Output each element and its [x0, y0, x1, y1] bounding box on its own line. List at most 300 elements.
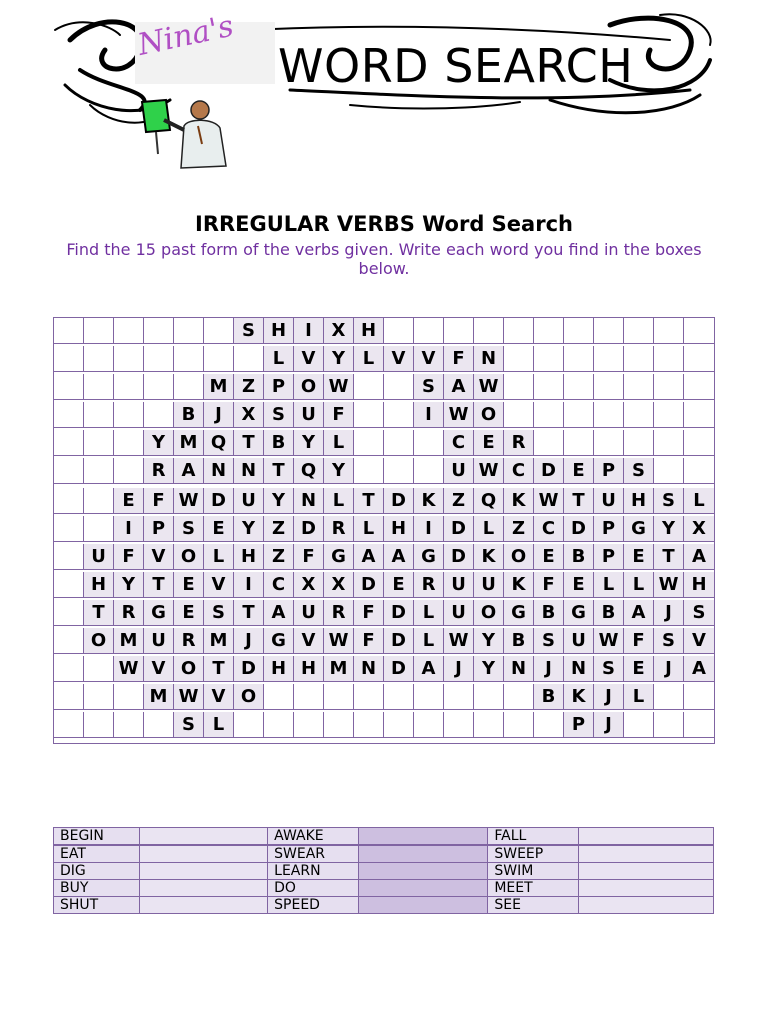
grid-cell[interactable]: S: [654, 488, 684, 514]
grid-cell[interactable]: [144, 712, 174, 738]
grid-cell[interactable]: I: [114, 516, 144, 542]
grid-cell[interactable]: T: [354, 488, 384, 514]
grid-cell[interactable]: [174, 374, 204, 400]
grid-cell[interactable]: J: [444, 656, 474, 682]
grid-cell[interactable]: P: [594, 544, 624, 570]
grid-cell[interactable]: [84, 684, 114, 710]
grid-cell[interactable]: X: [324, 572, 354, 598]
grid-cell[interactable]: [294, 684, 324, 710]
grid-cell[interactable]: W: [174, 488, 204, 514]
grid-cell[interactable]: S: [204, 600, 234, 626]
grid-cell[interactable]: L: [624, 572, 654, 598]
answer-box[interactable]: [578, 880, 713, 897]
grid-cell[interactable]: [414, 318, 444, 344]
grid-cell[interactable]: [534, 402, 564, 428]
grid-cell[interactable]: [654, 458, 684, 484]
grid-cell[interactable]: V: [684, 628, 714, 654]
grid-cell[interactable]: [384, 684, 414, 710]
grid-cell[interactable]: H: [624, 488, 654, 514]
grid-cell[interactable]: [114, 346, 144, 372]
grid-cell[interactable]: [384, 402, 414, 428]
grid-cell[interactable]: B: [534, 600, 564, 626]
grid-cell[interactable]: R: [324, 516, 354, 542]
grid-cell[interactable]: A: [684, 544, 714, 570]
grid-cell[interactable]: F: [324, 402, 354, 428]
grid-cell[interactable]: A: [414, 656, 444, 682]
grid-cell[interactable]: [354, 402, 384, 428]
grid-cell[interactable]: [624, 318, 654, 344]
grid-cell[interactable]: [654, 402, 684, 428]
grid-cell[interactable]: [564, 346, 594, 372]
grid-cell[interactable]: L: [474, 516, 504, 542]
grid-cell[interactable]: [114, 318, 144, 344]
grid-cell[interactable]: U: [294, 600, 324, 626]
grid-cell[interactable]: [654, 318, 684, 344]
grid-cell[interactable]: T: [654, 544, 684, 570]
grid-cell[interactable]: [54, 516, 84, 542]
grid-cell[interactable]: [354, 458, 384, 484]
grid-cell[interactable]: N: [564, 656, 594, 682]
grid-cell[interactable]: [594, 346, 624, 372]
grid-cell[interactable]: [504, 684, 534, 710]
grid-cell[interactable]: H: [84, 572, 114, 598]
grid-cell[interactable]: [564, 402, 594, 428]
grid-cell[interactable]: W: [594, 628, 624, 654]
grid-cell[interactable]: [624, 712, 654, 738]
grid-cell[interactable]: E: [114, 488, 144, 514]
grid-cell[interactable]: P: [594, 516, 624, 542]
grid-cell[interactable]: [564, 374, 594, 400]
grid-cell[interactable]: [84, 712, 114, 738]
word-search-grid[interactable]: [53, 317, 715, 744]
grid-cell[interactable]: R: [504, 430, 534, 456]
grid-cell[interactable]: W: [444, 402, 474, 428]
grid-cell[interactable]: M: [324, 656, 354, 682]
answer-box[interactable]: [358, 828, 488, 846]
answer-box[interactable]: [358, 880, 488, 897]
grid-cell[interactable]: D: [294, 516, 324, 542]
grid-cell[interactable]: [684, 374, 714, 400]
grid-cell[interactable]: [84, 430, 114, 456]
grid-cell[interactable]: M: [114, 628, 144, 654]
grid-cell[interactable]: P: [564, 712, 594, 738]
grid-cell[interactable]: H: [264, 656, 294, 682]
grid-cell[interactable]: P: [144, 516, 174, 542]
grid-cell[interactable]: J: [654, 656, 684, 682]
grid-cell[interactable]: U: [594, 488, 624, 514]
grid-cell[interactable]: [234, 346, 264, 372]
grid-cell[interactable]: V: [204, 684, 234, 710]
grid-cell[interactable]: [354, 684, 384, 710]
grid-cell[interactable]: B: [264, 430, 294, 456]
grid-cell[interactable]: X: [324, 318, 354, 344]
grid-cell[interactable]: W: [114, 656, 144, 682]
grid-cell[interactable]: V: [294, 628, 324, 654]
grid-cell[interactable]: R: [414, 572, 444, 598]
grid-cell[interactable]: [84, 516, 114, 542]
grid-cell[interactable]: D: [354, 572, 384, 598]
grid-cell[interactable]: J: [234, 628, 264, 654]
grid-cell[interactable]: [384, 458, 414, 484]
grid-cell[interactable]: C: [264, 572, 294, 598]
answer-box[interactable]: [140, 863, 268, 880]
grid-cell[interactable]: J: [594, 712, 624, 738]
grid-cell[interactable]: S: [174, 516, 204, 542]
grid-cell[interactable]: Y: [294, 430, 324, 456]
grid-cell[interactable]: J: [534, 656, 564, 682]
grid-cell[interactable]: S: [594, 656, 624, 682]
grid-cell[interactable]: M: [144, 684, 174, 710]
grid-cell[interactable]: H: [354, 318, 384, 344]
grid-cell[interactable]: F: [624, 628, 654, 654]
grid-cell[interactable]: X: [234, 402, 264, 428]
grid-cell[interactable]: L: [354, 516, 384, 542]
grid-cell[interactable]: [384, 430, 414, 456]
grid-cell[interactable]: U: [144, 628, 174, 654]
grid-cell[interactable]: Z: [444, 488, 474, 514]
grid-cell[interactable]: O: [474, 600, 504, 626]
grid-cell[interactable]: S: [684, 600, 714, 626]
grid-cell[interactable]: [144, 318, 174, 344]
grid-cell[interactable]: [684, 346, 714, 372]
grid-cell[interactable]: O: [174, 544, 204, 570]
grid-cell[interactable]: [684, 712, 714, 738]
answer-box[interactable]: [358, 863, 488, 880]
grid-cell[interactable]: N: [294, 488, 324, 514]
grid-cell[interactable]: [54, 374, 84, 400]
grid-cell[interactable]: V: [144, 656, 174, 682]
grid-cell[interactable]: [84, 402, 114, 428]
grid-cell[interactable]: S: [264, 402, 294, 428]
grid-cell[interactable]: A: [444, 374, 474, 400]
grid-cell[interactable]: Z: [504, 516, 534, 542]
grid-cell[interactable]: A: [624, 600, 654, 626]
grid-cell[interactable]: [54, 600, 84, 626]
grid-cell[interactable]: K: [414, 488, 444, 514]
grid-cell[interactable]: D: [384, 656, 414, 682]
grid-cell[interactable]: [504, 374, 534, 400]
grid-cell[interactable]: [684, 430, 714, 456]
grid-cell[interactable]: [54, 346, 84, 372]
grid-cell[interactable]: [84, 458, 114, 484]
answer-box[interactable]: [358, 845, 488, 863]
grid-cell[interactable]: H: [684, 572, 714, 598]
grid-cell[interactable]: H: [384, 516, 414, 542]
grid-cell[interactable]: W: [324, 628, 354, 654]
grid-cell[interactable]: L: [414, 628, 444, 654]
grid-cell[interactable]: L: [624, 684, 654, 710]
grid-cell[interactable]: P: [594, 458, 624, 484]
grid-cell[interactable]: E: [564, 458, 594, 484]
grid-cell[interactable]: C: [504, 458, 534, 484]
grid-cell[interactable]: [624, 374, 654, 400]
grid-cell[interactable]: H: [294, 656, 324, 682]
grid-cell[interactable]: [534, 374, 564, 400]
grid-cell[interactable]: Y: [324, 458, 354, 484]
grid-cell[interactable]: G: [624, 516, 654, 542]
grid-cell[interactable]: U: [84, 544, 114, 570]
grid-cell[interactable]: K: [504, 488, 534, 514]
grid-cell[interactable]: B: [564, 544, 594, 570]
grid-cell[interactable]: [54, 628, 84, 654]
grid-cell[interactable]: [504, 402, 534, 428]
answer-box[interactable]: [140, 845, 268, 863]
grid-cell[interactable]: E: [384, 572, 414, 598]
grid-cell[interactable]: [414, 458, 444, 484]
grid-cell[interactable]: G: [264, 628, 294, 654]
grid-cell[interactable]: S: [654, 628, 684, 654]
grid-cell[interactable]: [624, 430, 654, 456]
grid-cell[interactable]: D: [534, 458, 564, 484]
grid-cell[interactable]: A: [684, 656, 714, 682]
grid-cell[interactable]: [654, 346, 684, 372]
grid-cell[interactable]: [654, 430, 684, 456]
grid-cell[interactable]: X: [294, 572, 324, 598]
grid-cell[interactable]: Y: [474, 656, 504, 682]
grid-cell[interactable]: [84, 318, 114, 344]
grid-cell[interactable]: [354, 374, 384, 400]
grid-cell[interactable]: L: [684, 488, 714, 514]
grid-cell[interactable]: [594, 318, 624, 344]
grid-cell[interactable]: U: [294, 402, 324, 428]
grid-cell[interactable]: [384, 712, 414, 738]
grid-cell[interactable]: U: [564, 628, 594, 654]
grid-cell[interactable]: G: [144, 600, 174, 626]
answer-box[interactable]: [578, 828, 713, 846]
grid-cell[interactable]: Y: [144, 430, 174, 456]
grid-cell[interactable]: [54, 430, 84, 456]
grid-cell[interactable]: D: [384, 600, 414, 626]
grid-cell[interactable]: [684, 684, 714, 710]
grid-cell[interactable]: [444, 712, 474, 738]
grid-cell[interactable]: M: [174, 430, 204, 456]
grid-cell[interactable]: I: [294, 318, 324, 344]
grid-cell[interactable]: S: [624, 458, 654, 484]
grid-cell[interactable]: [84, 488, 114, 514]
grid-cell[interactable]: N: [504, 656, 534, 682]
grid-cell[interactable]: [504, 712, 534, 738]
grid-cell[interactable]: [114, 712, 144, 738]
grid-cell[interactable]: S: [234, 318, 264, 344]
grid-cell[interactable]: [264, 712, 294, 738]
grid-cell[interactable]: I: [414, 402, 444, 428]
grid-cell[interactable]: W: [324, 374, 354, 400]
grid-cell[interactable]: F: [354, 628, 384, 654]
grid-cell[interactable]: [504, 346, 534, 372]
grid-cell[interactable]: L: [324, 430, 354, 456]
grid-cell[interactable]: N: [354, 656, 384, 682]
grid-cell[interactable]: [84, 374, 114, 400]
grid-cell[interactable]: Y: [114, 572, 144, 598]
grid-cell[interactable]: X: [684, 516, 714, 542]
grid-cell[interactable]: E: [624, 544, 654, 570]
grid-cell[interactable]: [144, 402, 174, 428]
grid-cell[interactable]: [54, 458, 84, 484]
grid-cell[interactable]: Y: [324, 346, 354, 372]
grid-cell[interactable]: [354, 430, 384, 456]
grid-cell[interactable]: R: [324, 600, 354, 626]
grid-cell[interactable]: H: [234, 544, 264, 570]
grid-cell[interactable]: D: [444, 544, 474, 570]
grid-cell[interactable]: [384, 318, 414, 344]
grid-cell[interactable]: [174, 318, 204, 344]
grid-cell[interactable]: [624, 346, 654, 372]
grid-cell[interactable]: [654, 684, 684, 710]
grid-cell[interactable]: I: [234, 572, 264, 598]
grid-cell[interactable]: C: [534, 516, 564, 542]
grid-cell[interactable]: E: [564, 572, 594, 598]
grid-cell[interactable]: N: [474, 346, 504, 372]
grid-cell[interactable]: [534, 318, 564, 344]
grid-cell[interactable]: [414, 712, 444, 738]
grid-cell[interactable]: A: [174, 458, 204, 484]
grid-cell[interactable]: [384, 374, 414, 400]
grid-cell[interactable]: E: [174, 572, 204, 598]
grid-cell[interactable]: V: [384, 346, 414, 372]
grid-cell[interactable]: [534, 712, 564, 738]
grid-cell[interactable]: T: [564, 488, 594, 514]
answer-box[interactable]: [578, 845, 713, 863]
grid-cell[interactable]: [204, 346, 234, 372]
grid-cell[interactable]: D: [564, 516, 594, 542]
grid-cell[interactable]: [504, 318, 534, 344]
grid-cell[interactable]: L: [264, 346, 294, 372]
answer-box[interactable]: [578, 897, 713, 914]
grid-cell[interactable]: A: [384, 544, 414, 570]
grid-cell[interactable]: O: [294, 374, 324, 400]
grid-cell[interactable]: [684, 402, 714, 428]
grid-cell[interactable]: W: [444, 628, 474, 654]
grid-cell[interactable]: [444, 318, 474, 344]
grid-cell[interactable]: [264, 684, 294, 710]
grid-cell[interactable]: [54, 318, 84, 344]
grid-cell[interactable]: [324, 684, 354, 710]
grid-cell[interactable]: S: [174, 712, 204, 738]
grid-cell[interactable]: T: [204, 656, 234, 682]
grid-cell[interactable]: U: [474, 572, 504, 598]
grid-cell[interactable]: [54, 684, 84, 710]
grid-cell[interactable]: W: [474, 374, 504, 400]
grid-cell[interactable]: [114, 684, 144, 710]
grid-cell[interactable]: E: [174, 600, 204, 626]
grid-cell[interactable]: L: [324, 488, 354, 514]
grid-cell[interactable]: [414, 430, 444, 456]
grid-cell[interactable]: L: [204, 544, 234, 570]
grid-cell[interactable]: [144, 346, 174, 372]
grid-cell[interactable]: [54, 544, 84, 570]
grid-cell[interactable]: [144, 374, 174, 400]
grid-cell[interactable]: B: [534, 684, 564, 710]
grid-cell[interactable]: F: [144, 488, 174, 514]
grid-cell[interactable]: [534, 346, 564, 372]
grid-cell[interactable]: A: [354, 544, 384, 570]
grid-cell[interactable]: T: [264, 458, 294, 484]
grid-cell[interactable]: E: [534, 544, 564, 570]
grid-cell[interactable]: T: [144, 572, 174, 598]
grid-cell[interactable]: F: [294, 544, 324, 570]
grid-cell[interactable]: W: [174, 684, 204, 710]
grid-cell[interactable]: M: [204, 628, 234, 654]
grid-cell[interactable]: [84, 346, 114, 372]
grid-cell[interactable]: Y: [234, 516, 264, 542]
grid-cell[interactable]: G: [414, 544, 444, 570]
grid-cell[interactable]: T: [84, 600, 114, 626]
grid-cell[interactable]: D: [384, 628, 414, 654]
grid-cell[interactable]: R: [144, 458, 174, 484]
grid-cell[interactable]: Z: [264, 516, 294, 542]
grid-cell[interactable]: I: [414, 516, 444, 542]
grid-cell[interactable]: Y: [264, 488, 294, 514]
grid-cell[interactable]: B: [504, 628, 534, 654]
grid-cell[interactable]: U: [444, 600, 474, 626]
grid-cell[interactable]: J: [654, 600, 684, 626]
grid-cell[interactable]: V: [204, 572, 234, 598]
grid-cell[interactable]: [84, 656, 114, 682]
grid-cell[interactable]: [54, 488, 84, 514]
grid-cell[interactable]: N: [234, 458, 264, 484]
grid-cell[interactable]: [594, 402, 624, 428]
grid-cell[interactable]: F: [114, 544, 144, 570]
grid-cell[interactable]: [624, 402, 654, 428]
grid-cell[interactable]: [654, 712, 684, 738]
grid-cell[interactable]: S: [534, 628, 564, 654]
grid-cell[interactable]: [414, 684, 444, 710]
answer-box[interactable]: [140, 828, 268, 846]
grid-cell[interactable]: [54, 572, 84, 598]
grid-cell[interactable]: D: [234, 656, 264, 682]
grid-cell[interactable]: [234, 712, 264, 738]
grid-cell[interactable]: [354, 712, 384, 738]
answer-box[interactable]: [140, 880, 268, 897]
grid-cell[interactable]: Z: [234, 374, 264, 400]
grid-cell[interactable]: O: [174, 656, 204, 682]
grid-cell[interactable]: D: [204, 488, 234, 514]
grid-cell[interactable]: Q: [474, 488, 504, 514]
grid-cell[interactable]: B: [594, 600, 624, 626]
grid-cell[interactable]: W: [474, 458, 504, 484]
grid-cell[interactable]: [474, 712, 504, 738]
grid-cell[interactable]: W: [654, 572, 684, 598]
grid-cell[interactable]: [474, 318, 504, 344]
grid-cell[interactable]: [174, 346, 204, 372]
grid-cell[interactable]: [534, 430, 564, 456]
grid-cell[interactable]: O: [234, 684, 264, 710]
grid-cell[interactable]: E: [624, 656, 654, 682]
grid-cell[interactable]: J: [594, 684, 624, 710]
grid-cell[interactable]: G: [564, 600, 594, 626]
grid-cell[interactable]: U: [444, 572, 474, 598]
grid-cell[interactable]: [114, 402, 144, 428]
grid-cell[interactable]: U: [234, 488, 264, 514]
grid-cell[interactable]: E: [204, 516, 234, 542]
grid-cell[interactable]: [684, 318, 714, 344]
grid-cell[interactable]: [294, 712, 324, 738]
grid-cell[interactable]: D: [384, 488, 414, 514]
grid-cell[interactable]: C: [444, 430, 474, 456]
grid-cell[interactable]: [324, 712, 354, 738]
grid-cell[interactable]: K: [564, 684, 594, 710]
grid-cell[interactable]: K: [474, 544, 504, 570]
grid-cell[interactable]: [594, 374, 624, 400]
grid-cell[interactable]: G: [324, 544, 354, 570]
grid-cell[interactable]: E: [474, 430, 504, 456]
grid-cell[interactable]: [54, 402, 84, 428]
grid-cell[interactable]: [474, 684, 504, 710]
grid-cell[interactable]: T: [234, 430, 264, 456]
grid-cell[interactable]: R: [174, 628, 204, 654]
grid-cell[interactable]: [444, 684, 474, 710]
grid-cell[interactable]: [114, 430, 144, 456]
